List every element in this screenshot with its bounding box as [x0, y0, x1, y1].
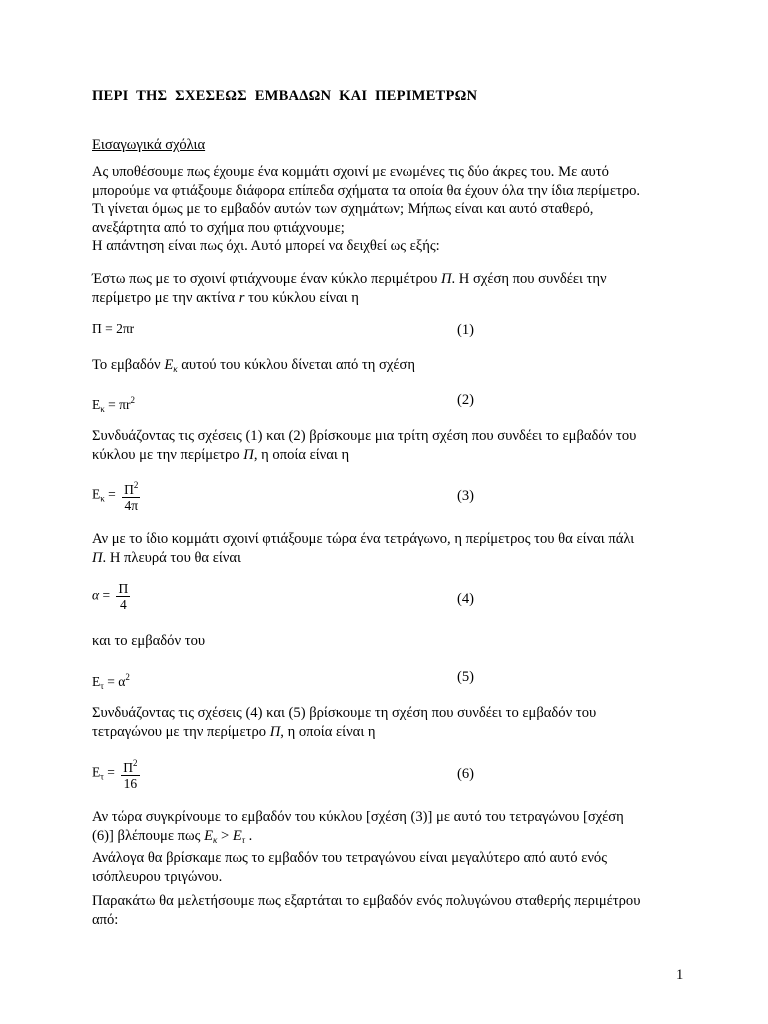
equation-4: α = $\frac{\Pi}{4}$ — [92, 581, 129, 612]
intro-line: μπορούμε να φτιάξουμε διάφορα επίπεδα σχήματα τα οποία θα έχουν όλα την ίδια περίμετρο. — [92, 182, 641, 199]
circle-area-text: Το εμβαδόν $E_\kappa$ αυτού του κύκλου δίνεται από τη σχέση — [92, 357, 416, 374]
circle-line-1: Έστω πως με το σχοινί φτιάχνουμε έναν κύκλο περιμέτρου Π. Η σχέση που συνδέει την — [92, 271, 607, 287]
equation-3-number: (3) — [457, 488, 475, 504]
section-heading: Εισαγωγικά σχόλια — [92, 137, 206, 153]
intro-line: Ας υποθέσουμε πως έχουμε ένα κομμάτι σχοινί με ενωμένες τις δύο άκρες του. Με αυτό — [92, 164, 609, 180]
page-number: 1 — [676, 967, 684, 983]
equation-1: Π = 2πr — [92, 321, 135, 336]
intro-line: Τι γίνεται όμως με το εμβαδόν αυτών των σχημάτων; Μήπως είναι και αυτό σταθερό, — [92, 201, 594, 218]
intro-line: ανεξάρτητα από το σχήμα που φτιάχνουμε; — [92, 219, 345, 236]
square-paragraph: Αν με το ίδιο κομμάτι σχοινί φτιάξουμε τώρα ένα τετράγωνο, η περίμετρος του θα είναι πάλι Π. Η πλευρά του θα είναι — [92, 531, 635, 566]
fraction: $\frac{\Pi}{4}$ — [118, 581, 129, 612]
fraction: $\frac{\Pi^2}{16}$ — [123, 758, 138, 791]
intro-line: Η απάντηση είναι πως όχι. Αυτό μπορεί να δειχθεί ως εξής: — [92, 238, 440, 255]
next-paragraph: Παρακάτω θα μελετήσουμε πως εξαρτάται το εμβαδόν ενός πολυγώνου σταθερής περιμέτρου από: — [92, 893, 641, 928]
document-title: ΠΕΡΙ ΤΗΣ ΣΧΕΣΕΩΣ ΕΜΒΑΔΩΝ ΚΑΙ ΠΕΡΙΜΕΤΡΩΝ — [92, 88, 478, 104]
circle-line-2: περίμετρο με την ακτίνα r του κύκλου είναι η — [92, 289, 359, 306]
equation-1-number: (1) — [457, 322, 475, 338]
combine-paragraph-1: Συνδυάζοντας τις σχέσεις (1) και (2) βρίσκουμε μια τρίτη σχέση που συνδέει το εμβαδόν του κύκλου με την περίμετρο Π, η οποία είναι η — [92, 428, 637, 463]
equation-6: $E_\tau$ = $\frac{\Pi^2}{16}$ — [92, 758, 138, 791]
equation-5: $E_\tau = \alpha^2$ — [92, 672, 130, 691]
compare-paragraph: Αν τώρα συγκρίνουμε το εμβαδόν του κύκλου [σχέση (3)] με αυτό του τετραγώνου [σχέση (6)] βλέπουμε πως $E_\kappa > E_\tau$ . Ανάλογα θα βρίσκαμε πως το εμβαδόν του τετραγώνου είναι μεγαλύτερο από αυτό ενός ισόπλευρου τριγώνου. — [92, 809, 624, 885]
equation-3: $E_\kappa$ = $\frac{\Pi^2}{4\pi}$ — [92, 480, 139, 513]
equation-6-number: (6) — [457, 766, 475, 782]
intro-paragraph — [92, 163, 692, 256]
equation-2-number: (2) — [457, 392, 475, 408]
equation-2: $E_\kappa = \pi r^2$ — [92, 395, 135, 414]
circle-paragraph — [92, 270, 692, 307]
combine-paragraph-2: Συνδυάζοντας τις σχέσεις (4) και (5) βρίσκουμε τη σχέση που συνδέει το εμβαδόν του τετραγώνου με την περίμετρο Π, η οποία είναι η — [92, 705, 597, 740]
equation-5-number: (5) — [457, 669, 475, 685]
fraction: $\frac{\Pi^2}{4\pi}$ — [124, 480, 139, 513]
square-area-text: και το εμβαδόν του — [92, 633, 206, 649]
equation-4-number: (4) — [457, 591, 475, 607]
